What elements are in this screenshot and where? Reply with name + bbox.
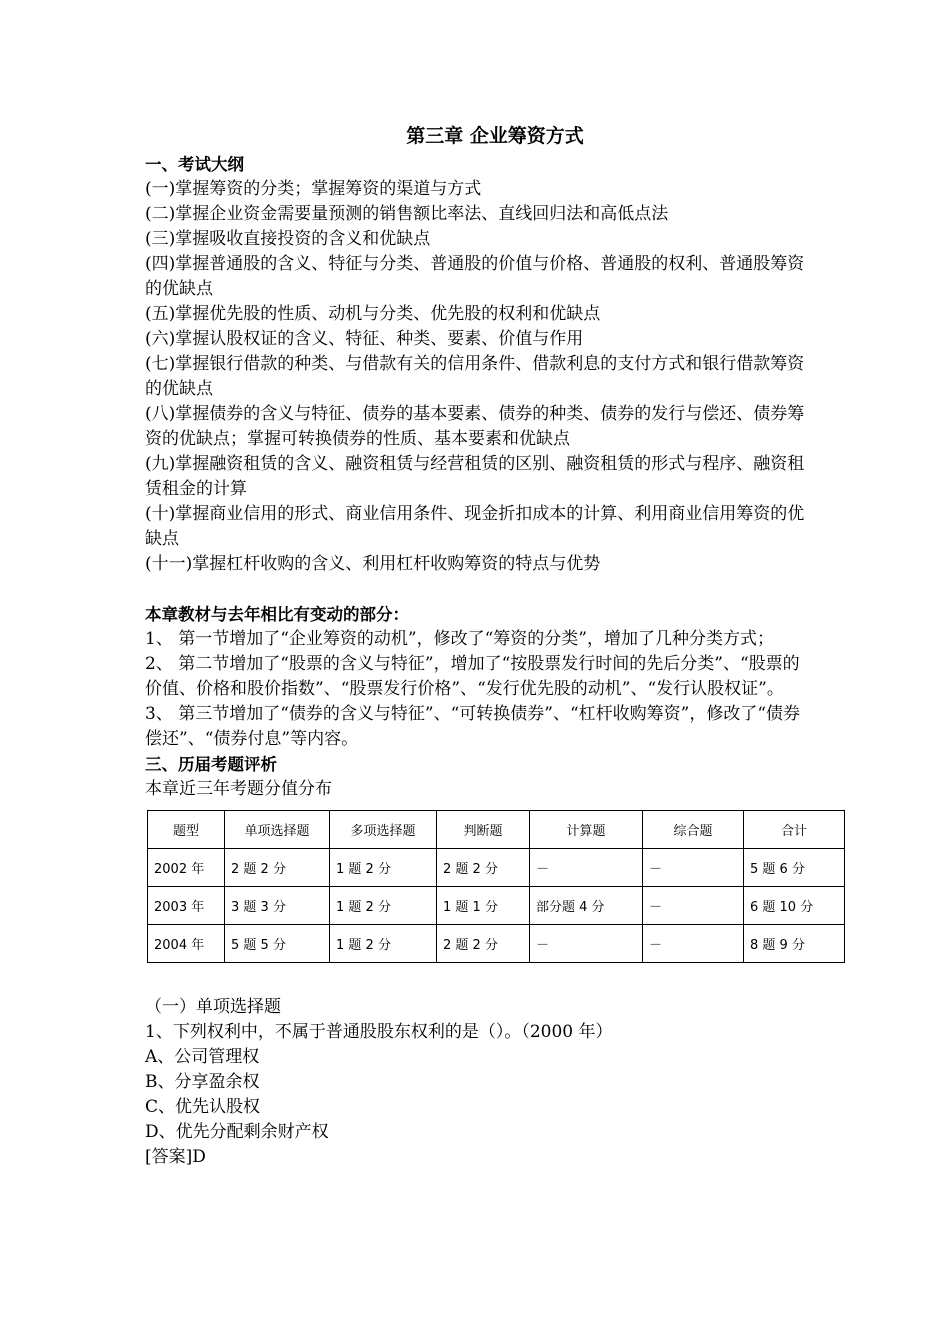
outline-item: (十一)掌握杠杆收购的含义、利用杠杆收购筹资的特点与优势 [145,554,601,574]
outline-item: (二)掌握企业资金需要量预测的销售额比率法、直线回归法和高低点法 [145,204,669,224]
outline-item: (六)掌握认股权证的含义、特征、种类、要素、价值与作用 [145,329,584,349]
table-cell: 1 题 2 分 [330,887,437,925]
outline-item: (五)掌握优先股的性质、动机与分类、优先股的权利和优缺点 [145,304,601,324]
change-item: 2、 第二节增加了“股票的含义与特征”，增加了“按股票发行时间的先后分类”、“股票的价值、价格和股价指数”、“股票发行价格”、“发行优先股的动机”、“发行认股权证”。 [145,654,800,699]
exam-outline-list [145,177,865,577]
table-cell: － [530,849,643,887]
header-cell: 题型 [148,811,225,849]
table-cell: － [643,849,744,887]
past-exams-heading: 三、历届考题评析 [145,755,277,774]
option-b: B、分享盈余权 [145,1072,260,1092]
table-cell: － [643,925,744,963]
question-stem: 1、下列权利中，不属于普通股股东权利的是（）。（2000 年） [145,1022,613,1042]
table-cell: 1 题 1 分 [437,887,530,925]
table-cell: 1 题 2 分 [330,925,437,963]
table-row [148,849,845,887]
table-cell: 2 题 2 分 [225,849,330,887]
table-cell: 2 题 2 分 [437,925,530,963]
spacer [145,577,865,602]
changes-list [145,627,865,752]
option-c: C、优先认股权 [145,1097,261,1117]
table-cell: 5 题 6 分 [744,849,845,887]
header-cell: 综合题 [643,811,744,849]
table-cell: 5 题 5 分 [225,925,330,963]
exam-outline-heading: 一、考试大纲 [145,155,244,174]
table-cell: － [643,887,744,925]
table-header-row [148,811,845,849]
table-cell: 部分题 4 分 [530,887,643,925]
table-cell: 8 题 9 分 [744,925,845,963]
option-d: D、优先分配剩余财产权 [145,1122,329,1142]
option-a: A、公司管理权 [145,1047,260,1067]
table-cell: 6 题 10 分 [744,887,845,925]
answer: [答案]D [145,1147,206,1167]
outline-item: (三)掌握吸收直接投资的含义和优缺点 [145,229,431,249]
table-cell: 2004 年 [148,925,225,963]
outline-item: (九)掌握融资租赁的含义、融资租赁与经营租赁的区别、融资租赁的形式与程序、融资租赁租金的计算 [145,454,805,499]
question-section-label: （一）单项选择题 [145,997,281,1017]
header-cell: 单项选择题 [225,811,330,849]
chapter-title: 第三章 企业筹资方式 [406,125,584,147]
table-cell: 1 题 2 分 [330,849,437,887]
outline-item: (一)掌握筹资的分类；掌握筹资的渠道与方式 [145,179,482,199]
change-item: 1、 第一节增加了“企业筹资的动机”，修改了“筹资的分类”，增加了几种分类方式； [145,629,774,649]
header-cell: 判断题 [437,811,530,849]
document-page [145,120,865,1170]
outline-item: (七)掌握银行借款的种类、与借款有关的信用条件、借款利息的支付方式和银行借款筹资的优缺点 [145,354,805,399]
outline-item: (四)掌握普通股的含义、特征与分类、普通股的价值与价格、普通股的权利、普通股筹资的优缺点 [145,254,805,299]
table-cell: 2 题 2 分 [437,849,530,887]
changes-heading: 本章教材与去年相比有变动的部分： [145,605,409,624]
table-cell: 3 题 3 分 [225,887,330,925]
header-cell: 合计 [744,811,845,849]
header-cell: 多项选择题 [330,811,437,849]
table-caption: 本章近三年考题分值分布 [145,779,332,799]
table-cell: 2003 年 [148,887,225,925]
score-distribution-table [147,810,845,963]
outline-item: (八)掌握债券的含义与特征、债券的基本要素、债券的种类、债券的发行与偿还、债券筹资的优缺点；掌握可转换债券的性质、基本要素和优缺点 [145,404,805,449]
table-row [148,887,845,925]
question-block [145,995,865,1170]
table-cell: 2002 年 [148,849,225,887]
change-item: 3、 第三节增加了“债券的含义与特征”、“可转换债券”、“杠杆收购筹资”，修改了“债券偿还”、“债券付息”等内容。 [145,704,801,749]
outline-item: (十)掌握商业信用的形式、商业信用条件、现金折扣成本的计算、利用商业信用筹资的优缺点 [145,504,805,549]
table-row [148,925,845,963]
table-cell: － [530,925,643,963]
header-cell: 计算题 [530,811,643,849]
